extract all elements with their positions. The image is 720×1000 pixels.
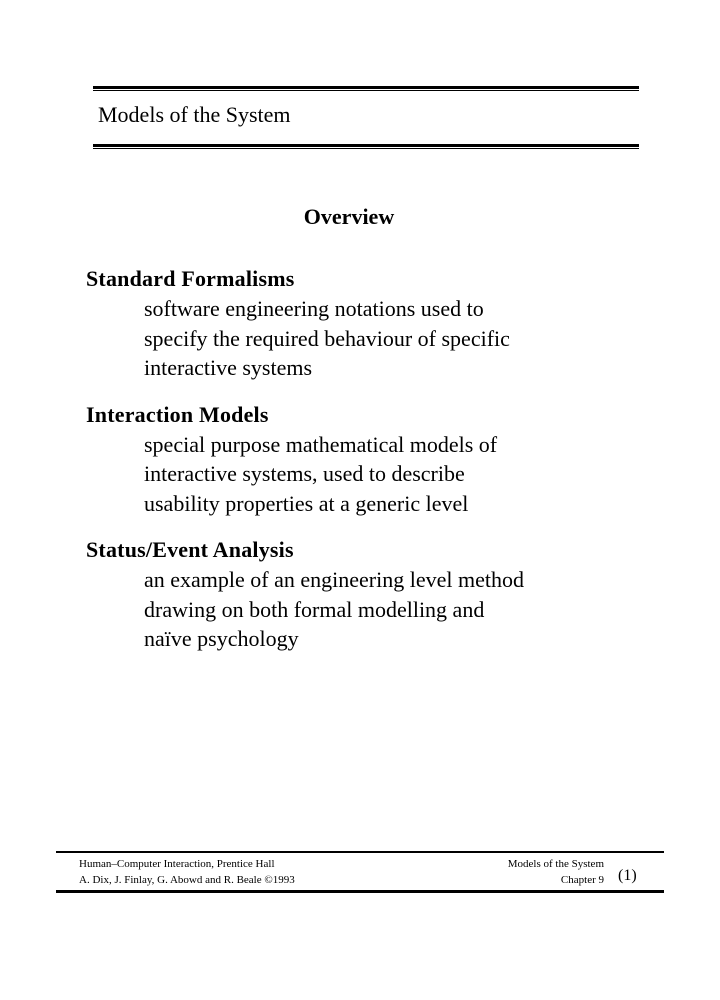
section-title: Interaction Models <box>86 401 269 427</box>
description-line: naïve psychology <box>144 626 299 651</box>
footer-rule-bottom <box>56 890 664 893</box>
description-line: usability properties at a generic level <box>144 490 469 516</box>
description-line: interactive systems <box>144 355 313 380</box>
section-status-event-analysis <box>86 535 646 654</box>
footer-rule-top <box>56 851 664 853</box>
section-description <box>86 430 646 519</box>
section-title: Status/Event Analysis <box>86 537 294 562</box>
section-description <box>86 565 646 654</box>
description-line: an example of an engineering level method <box>144 567 524 592</box>
footer-chapter-title: Models of the System <box>507 858 604 870</box>
section-description <box>86 294 646 383</box>
description-line: special purpose mathematical models of <box>144 431 498 457</box>
header-rule-top <box>93 86 639 91</box>
footer-publisher: Human–Computer Interaction, Prentice Hall <box>79 858 275 870</box>
footer-attribution <box>79 856 295 888</box>
footer-chapter-number: Chapter 9 <box>560 874 604 886</box>
page-title: Models of the System <box>98 102 291 127</box>
footer-authors: A. Dix, J. Finlay, G. Abowd and R. Beale ©1993 <box>79 874 295 886</box>
description-line: specify the required behaviour of specific <box>144 325 510 351</box>
description-line: software engineering notations used to <box>144 296 484 321</box>
description-line: drawing on both formal modelling and <box>144 596 485 622</box>
page-number: (1) <box>618 867 637 884</box>
section-title: Standard Formalisms <box>86 266 295 291</box>
sections-list <box>86 264 646 671</box>
footer-chapter-info <box>508 856 604 888</box>
overview-heading: Overview <box>303 204 395 229</box>
section-standard-formalisms <box>86 264 646 383</box>
header-rule-bottom <box>93 144 639 149</box>
section-interaction-models <box>86 400 646 519</box>
description-line: interactive systems, used to describe <box>144 461 465 486</box>
